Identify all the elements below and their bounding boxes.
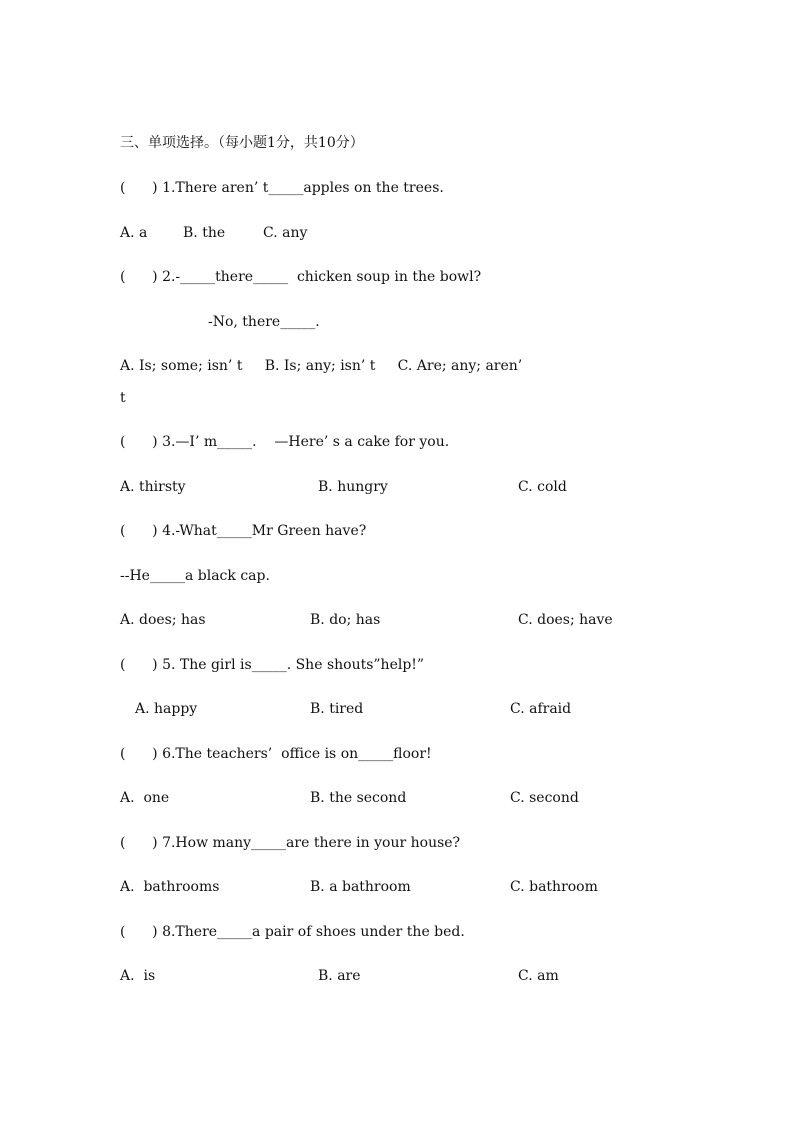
question-4-option-c: C. does; have: [518, 612, 613, 628]
question-2-options: A. Is; some; isn’ t B. Is; any; isn’ t C. Are; any; aren’: [120, 358, 523, 374]
question-8-stem: ( ) 8.There_____a pair of shoes under the bed.: [120, 924, 465, 940]
question-6-option-a: A. one: [120, 790, 170, 806]
question-1-option-c: C. any: [263, 225, 308, 241]
question-7-option-a: A. bathrooms: [120, 879, 220, 895]
question-4-stem: ( ) 4.-What_____Mr Green have?: [120, 523, 367, 539]
question-7-option-b: B. a bathroom: [310, 879, 411, 895]
question-8-option-a: A. is: [120, 968, 156, 984]
question-5-option-a: A. happy: [135, 701, 198, 717]
question-7-stem: ( ) 7.How many_____are there in your house?: [120, 835, 461, 851]
question-5-option-c: C. afraid: [510, 701, 572, 717]
question-3-stem: ( ) 3.—I’ m_____. —Here’ s a cake for you.: [120, 434, 450, 450]
question-8-option-b: B. are: [318, 968, 361, 984]
question-3-option-b: B. hungry: [318, 479, 388, 495]
question-4-response: --He_____a black cap.: [120, 568, 270, 584]
question-6-option-b: B. the second: [310, 790, 407, 806]
question-3-option-c: C. cold: [518, 479, 567, 495]
question-7-option-c: C. bathroom: [510, 879, 598, 895]
question-3-option-a: A. thirsty: [120, 479, 186, 495]
question-6-option-c: C. second: [510, 790, 579, 806]
question-1-option-a: A. a: [120, 225, 148, 241]
question-1-stem: ( ) 1.There aren’ t_____apples on the trees.: [120, 180, 444, 196]
question-4-option-a: A. does; has: [120, 612, 206, 628]
question-2-options-wrap: t: [120, 390, 126, 406]
question-6-stem: ( ) 6.The teachers’ office is on_____floor!: [120, 746, 432, 762]
question-2-stem: ( ) 2.-_____there_____ chicken soup in the bowl?: [120, 269, 482, 285]
question-1-option-b: B. the: [183, 225, 226, 241]
question-4-option-b: B. do; has: [310, 612, 381, 628]
question-5-stem: ( ) 5. The girl is_____. She shouts”help!”: [120, 657, 425, 673]
section-title: 三、单项选择。（每小题1分，共10分）: [120, 135, 364, 151]
question-8-option-c: C. am: [518, 968, 559, 984]
question-5-option-b: B. tired: [310, 701, 364, 717]
question-2-response: -No, there_____.: [208, 314, 320, 330]
